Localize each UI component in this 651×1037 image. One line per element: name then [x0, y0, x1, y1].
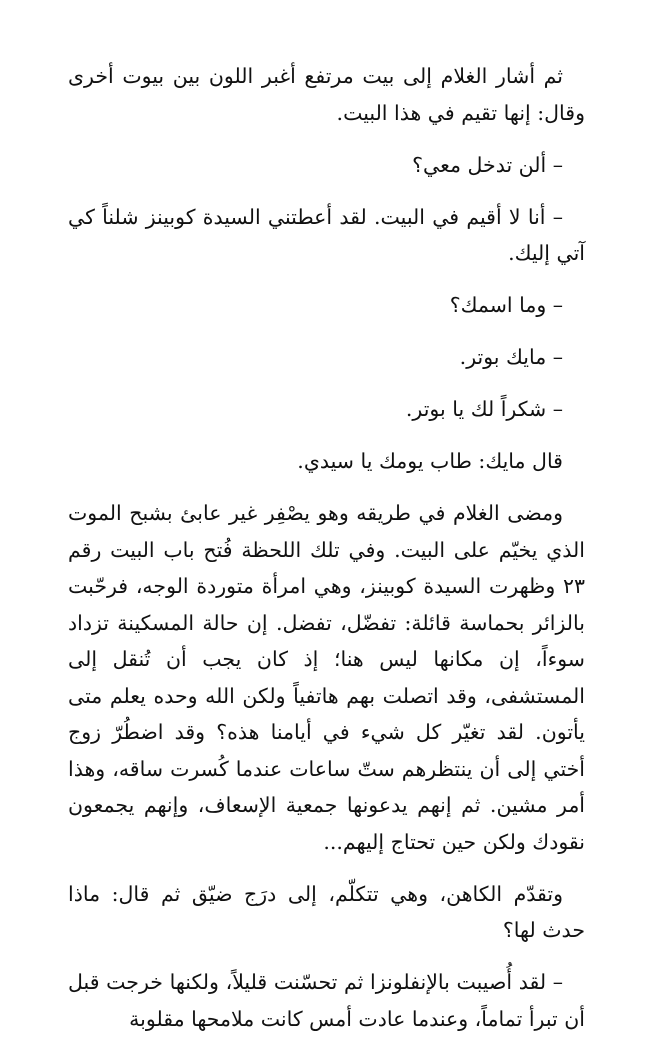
- paragraph-mike-said-good-day: قال مايك: طاب يومك يا سيدي.: [297, 449, 563, 473]
- dialogue-mike-potter: – مايك بوتر.: [459, 345, 563, 369]
- paragraph-priest-advances: وتقدّم الكاهن، وهي تتكلّم، إلى درَج ضيّق ثم قال: ماذا حدث لها؟: [68, 881, 585, 942]
- dialogue-thank-you-potter: – شكراً لك يا بوتر.: [405, 397, 563, 421]
- dialogue-influenza: – لقد أُصيبت بالإنفلونزا ثم تحسّنت قليلاً، ولكنها خرجت قبل أن تبرأ تماماً، وعندما عادت أمس كانت ملامحها مقلوبة: [68, 970, 585, 1031]
- dialogue-wont-you-come-in: – ألن تدخل معي؟: [412, 152, 563, 177]
- paragraph-mrs-cobbins-welcome: ومضى الغلام في طريقه وهو يصْفِر غير عابئ بشبح الموت الذي يخيّم على البيت. وفي تلك اللحظة فُتح باب البيت رقم ٢٣ وظهرت السيدة كوبينز، وهي امرأة متوردة الوجه، فرحّبت بالزائر بحماسة قائلة: تفضّل، تفضل. إن حالة المسكينة تزداد سوءاً، إن مكانها ليس هنا؛ إذ كان يجب أن تُنقل إلى المستشفى، وقد اتصلت بهم هاتفياً ولكن الله وحده يعلم متى يأتون. لقد تغيّر كل شيء في أيامنا هذه؟ وقد اضطُرّ زوج أختي إلى أن ينتظرهم ستّ ساعات عندما كُسرت ساقه، وهذا أمر مشين. ثم إنهم يدعونها جمعية الإسعاف، وإنهم يجمعون نقودك ولكن حين تحتاج إليهم...: [68, 501, 585, 854]
- dialogue-i-dont-live-here: – أنا لا أقيم في البيت. لقد أعطتني السيدة كوبينز شلناً كي آتي إليك.: [68, 204, 585, 265]
- dialogue-whats-your-name: – وما اسمك؟: [449, 293, 563, 317]
- paragraph-boy-points-house: ثم أشار الغلام إلى بيت مرتفع أغبر اللون بين بيوت أخرى وقال: إنها تقيم في هذا البيت.: [68, 64, 585, 125]
